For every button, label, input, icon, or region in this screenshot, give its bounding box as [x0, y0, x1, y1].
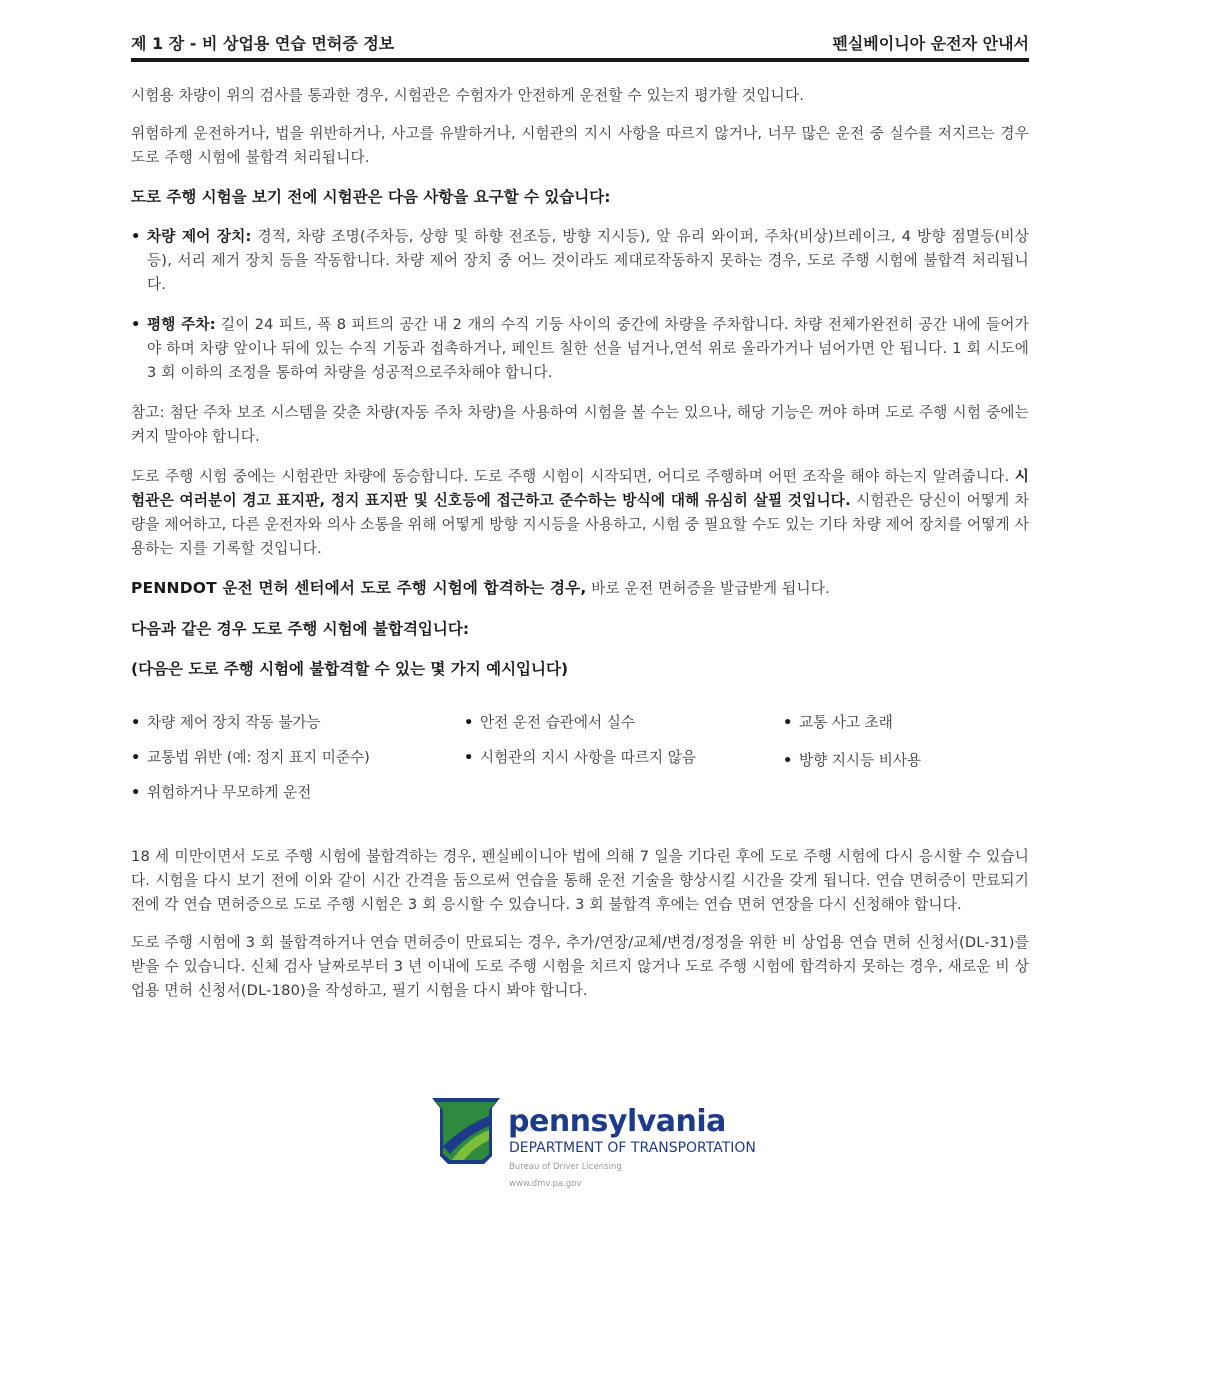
fail-examples-list	[131, 711, 1029, 821]
requirement-text: 경적, 차량 조명(주차등, 상향 및 하향 전조등, 방향 지시등), 앞 유리 와이퍼, 주차(비상)브레이크, 4 방향 점멸등(비상등), 서리 제거 장치 등을 작동합니다. 차량 제어 장치 중 어느 것이라도 제대로작동하지 못하는 경우, 도로 주행 시험에 불합격 처리됩니다.	[147, 228, 1029, 293]
list-item: • 위험하거나 무모하게 운전	[131, 781, 311, 805]
requirement-text: 길이 24 피트, 폭 8 피트의 공간 내 2 개의 수직 기둥 사이의 중간에 차량을 주차합니다. 차량 전체가완전히 공간 내에 들어가야 하며 차량 앞이나 뒤에 있는 수직 기둥과 접촉하거나, 페인트 칠한 선을 넘거나,연석 위로 올라가거나 넘어가면 안 됩니다. 1 회 시도에 3 회 이하의 조정을 통하여 차량을 성공적으로주차해야 합니다.	[147, 316, 1029, 381]
during-text-1: 도로 주행 시험 중에는 시험관만 차량에 동승합니다. 도로 주행 시험이 시작되면, 어디로 주행하며 어떤 조작을 해야 하는지 알려줍니다.	[131, 468, 1015, 485]
chapter-title: 제 1 장 - 비 상업용 연습 면허증 정보	[131, 34, 395, 53]
under-18-paragraph: 18 세 미만이면서 도로 주행 시험에 불합격하는 경우, 펜실베이니아 법에 의해 7 일을 기다린 후에 도로 주행 시험에 다시 응시할 수 있습니다. 시험을 다시 보기 전에 이와 같이 시간 간격을 둠으로써 연습을 통해 운전 기술을 향상시킬 시간을 갖게 됩니다. 연습 면허증이 만료되기 전에 각 연습 면허증으로 도로 주행 시험은 3 회 응시할 수 있습니다. 3 회 불합격 후에는 연습 면허 연장을 다시 신청해야 합니다.	[131, 848, 1029, 913]
pass-emphasis: PENNDOT 운전 면허 센터에서 도로 주행 시험에 합격하는 경우,	[131, 579, 587, 597]
penndot-logo	[430, 1094, 770, 1194]
header-rule	[131, 58, 1029, 62]
fail-conditions-paragraph: 위험하게 운전하거나, 법을 위반하거나, 사고를 유발하거나, 시험관의 지시 사항을 따르지 않거나, 너무 많은 운전 중 실수를 저지르는 경우 도로 주행 시험에 불합격 처리됩니다.	[131, 125, 1029, 166]
list-item: • 교통 사고 초래	[783, 711, 893, 735]
list-item: • 차량 제어 장치 작동 불가능	[131, 711, 321, 735]
requirement-label: 차량 제어 장치:	[147, 228, 252, 245]
requirement-parallel-parking	[131, 313, 1029, 385]
list-item: • 시험관의 지시 사항을 따르지 않음	[464, 746, 696, 770]
manual-title: 펜실베이니아 운전자 안내서	[832, 34, 1029, 53]
list-item: • 교통법 위반 (예: 정지 표지 미준수)	[131, 746, 370, 770]
during-emphasis: 시험관은 여러분이 경고 표지판, 정지 표지판 및 신호등에 접근하고 준수하는 방식에 대해 유심히 살필 것입니다.	[131, 468, 1029, 509]
document-page	[131, 0, 1029, 1003]
keystone-icon	[430, 1096, 502, 1166]
expired-permit-paragraph: 도로 주행 시험에 3 회 불합격하거나 연습 면허증이 만료되는 경우, 추가/연장/교체/변경/정정을 위한 비 상업용 연습 면허 신청서(DL-31)를 받을 수 있습니다. 신체 검사 날짜로부터 3 년 이내에 도로 주행 시험을 치르지 않거나 도로 주행 시험에 합격하지 못하는 경우, 새로운 비 상업용 면허 신청서(DL-180)을 작성하고, 필기 시험을 다시 봐야 합니다.	[131, 934, 1029, 999]
during-test-paragraph	[131, 465, 1029, 561]
parking-assist-note: 참고: 첨단 주차 보조 시스템을 갖춘 차량(자동 주차 차량)을 사용하여 시험을 볼 수는 있으나, 해당 기능은 꺼야 하며 도로 주행 시험 중에는 켜지 말아야 합니다.	[131, 404, 1029, 445]
logo-department: DEPARTMENT OF TRANSPORTATION	[509, 1140, 756, 1156]
list-item: • 안전 운전 습관에서 실수	[464, 711, 635, 735]
requirements-heading: 도로 주행 시험을 보기 전에 시험관은 다음 사항을 요구할 수 있습니다:	[131, 188, 611, 206]
intro-paragraph: 시험용 차량이 위의 검사를 통과한 경우, 시험관은 수험자가 안전하게 운전할 수 있는지 평가할 것입니다.	[131, 87, 805, 104]
pass-text: 바로 운전 면허증을 발급받게 됩니다.	[586, 580, 830, 597]
running-header	[131, 0, 1029, 58]
fail-heading: 다음과 같은 경우 도로 주행 시험에 불합격입니다:	[131, 620, 470, 638]
fail-subheading: (다음은 도로 주행 시험에 불합격할 수 있는 몇 가지 예시입니다)	[131, 660, 569, 678]
pass-paragraph	[131, 576, 1029, 601]
logo-bureau: Bureau of Driver Licensing	[509, 1162, 622, 1172]
during-text-2: 시험관은 당신이 어떻게 차량을 제어하고, 다른 운전자와 의사 소통을 위해 어떻게 방향 지시등을 사용하고, 시험 중 필요할 수도 있는 기타 차량 제어 장치를 어떻게 사용하는 지를 기록할 것입니다.	[131, 492, 1029, 557]
logo-url: www.dmv.pa.gov	[509, 1179, 582, 1189]
logo-wordmark: pennsylvania	[508, 1104, 726, 1139]
requirement-label: 평행 주차:	[147, 316, 216, 333]
list-item: • 방향 지시등 비사용	[783, 749, 921, 773]
requirement-vehicle-controls	[131, 225, 1029, 297]
